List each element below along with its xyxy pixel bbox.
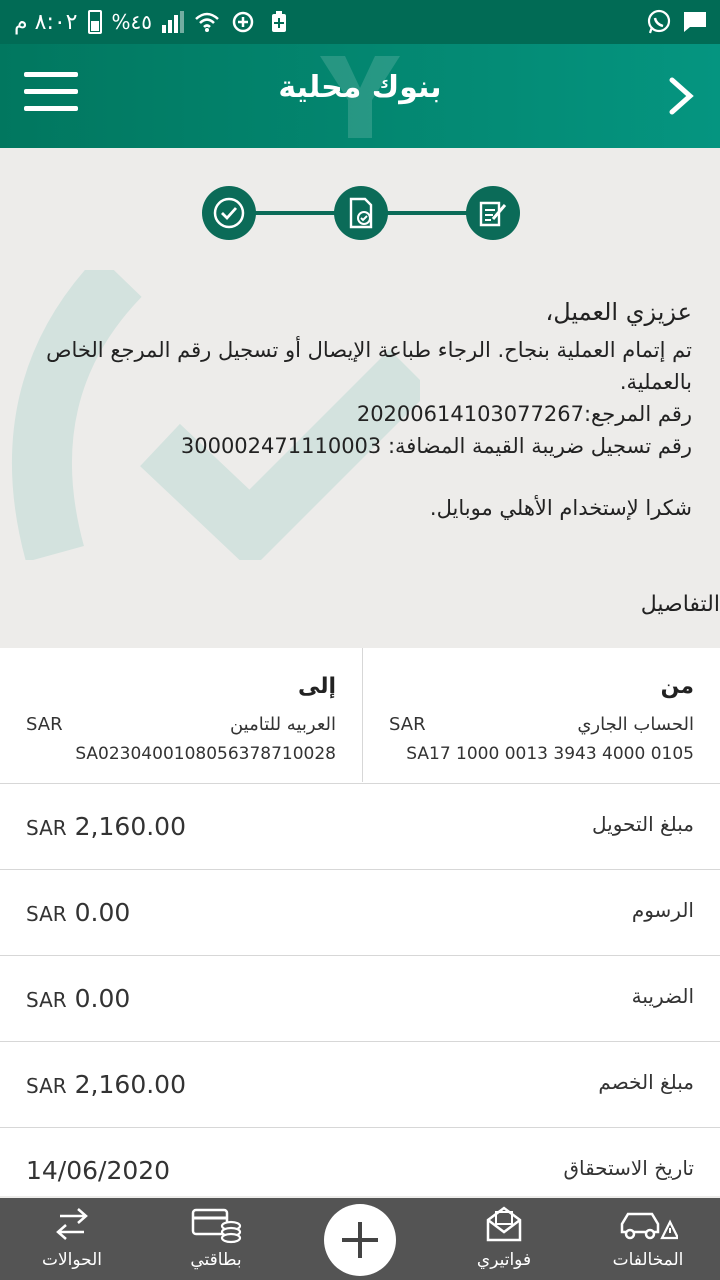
column-divider [362, 648, 363, 782]
vat-label: رقم تسجيل ضريبة القيمة المضافة: [381, 434, 692, 458]
progress-stepper [202, 186, 520, 240]
add-button[interactable] [324, 1204, 396, 1276]
row-value: 2,160.00 [74, 812, 186, 841]
details-card [0, 648, 720, 1196]
check-circle-icon [202, 186, 256, 240]
to-heading: إلى [297, 674, 336, 699]
detail-row-fees [0, 870, 720, 956]
app-bar [0, 44, 720, 148]
success-message [32, 296, 692, 524]
nav-violations-label: المخالفات [612, 1250, 684, 1270]
to-account [0, 648, 362, 782]
nav-transfers-label: الحوالات [41, 1250, 103, 1270]
to-account-name: العربيه للتامين [229, 714, 336, 735]
vat-line [32, 430, 692, 462]
row-label: مبلغ التحويل [591, 812, 694, 836]
whatsapp-icon [646, 9, 672, 35]
from-account-name: الحساب الجاري [577, 714, 694, 735]
details-section-title: التفاصيل [640, 592, 720, 617]
row-amount [26, 1156, 170, 1185]
page-title: بنوك محلية [278, 70, 442, 105]
nav-transfers[interactable] [12, 1198, 132, 1280]
row-label: مبلغ الخصم [598, 1070, 694, 1094]
greeting-text: عزيزي العميل، [545, 298, 692, 326]
car-warning-icon [588, 1204, 708, 1246]
bottom-nav [0, 1198, 720, 1280]
nav-cards[interactable] [156, 1198, 276, 1280]
card-coins-icon [156, 1204, 276, 1246]
battery-percent: %٤٥ [111, 10, 152, 34]
from-to-section [0, 648, 720, 784]
back-chevron-icon[interactable] [664, 72, 700, 120]
plus-icon [338, 1218, 382, 1262]
data-saver-icon [230, 9, 256, 35]
vat-number: 300002471110003 [180, 434, 382, 458]
nav-cards-label: بطاقتي [190, 1250, 242, 1270]
row-value: 2,160.00 [74, 1070, 186, 1099]
thanks-text: شكرا لإستخدام الأهلي موبايل. [429, 496, 692, 520]
transfer-arrows-icon [12, 1204, 132, 1246]
row-amount [26, 1070, 186, 1099]
message-icon [682, 9, 708, 35]
from-heading: من [660, 674, 694, 699]
wifi-icon [194, 9, 220, 35]
row-label: الرسوم [631, 898, 694, 922]
detail-row-tax [0, 956, 720, 1042]
battery-icon [88, 10, 102, 34]
to-currency: SAR [26, 714, 63, 735]
row-currency: SAR [26, 988, 67, 1012]
message-body: تم إتمام العملية بنجاح. الرجاء طباعة الإيصال أو تسجيل رقم المرجع الخاص بالعملية. [46, 338, 692, 394]
row-amount [26, 898, 130, 927]
reference-label: رقم المرجع: [583, 402, 692, 426]
row-value: 0.00 [74, 898, 131, 927]
battery-saver-icon [266, 9, 292, 35]
row-amount [26, 812, 186, 841]
row-currency: SAR [26, 902, 67, 926]
from-iban: SA17 1000 0013 3943 4000 0105 [406, 744, 694, 764]
row-label: الضريبة [631, 984, 694, 1008]
from-account [363, 648, 720, 782]
row-value: 0.00 [74, 984, 131, 1013]
document-check-icon [334, 186, 388, 240]
edit-icon [466, 186, 520, 240]
detail-row-transfer-amount [0, 784, 720, 870]
row-label: تاريخ الاستحقاق [563, 1156, 694, 1180]
reference-number: 20200614103077267 [356, 402, 584, 426]
from-currency: SAR [389, 714, 426, 735]
row-currency: SAR [26, 1074, 67, 1098]
status-bar [0, 0, 720, 44]
nav-bills[interactable] [444, 1198, 564, 1280]
to-iban: SA0230400108056378710028 [75, 744, 336, 764]
row-amount [26, 984, 130, 1013]
status-time: ٨:٠٢ م [14, 9, 78, 35]
nav-violations[interactable] [588, 1198, 708, 1280]
row-currency: SAR [26, 816, 67, 840]
signal-icon [162, 11, 184, 33]
detail-row-debit-amount [0, 1042, 720, 1128]
row-value: 14/06/2020 [26, 1156, 171, 1185]
nav-bills-label: فواتيري [476, 1250, 532, 1270]
reference-line [32, 398, 692, 430]
bill-envelope-icon [444, 1204, 564, 1246]
